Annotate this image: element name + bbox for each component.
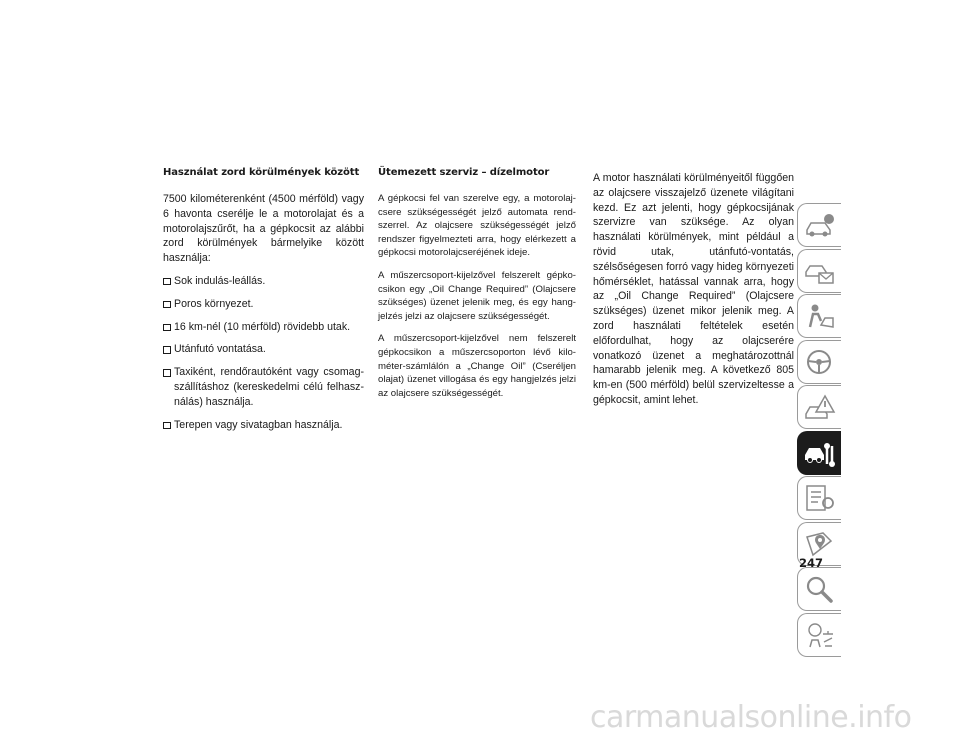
tab-technical-specs[interactable] [797,476,841,520]
paragraph: A műszercsoport-kijelzővel nem felszerelt gépkocsikon a műszercsoporton lévő kilométer-számlálón a „Change Oil” (Cseréljen olajat) üzenet villogása és egy hangjelzés jelzi az olajcsere szükségességét. [378,333,576,399]
paragraph: A gépkocsi fel van szerelve egy, a motorolajcsere szükségességét jelző automata rendszerrel. Az olajcsere szükségességét jelző rendszer figyelmezteti arra, hogy elérkezett a gépkocsi motorolajcseréjének ideje. [378,193,576,259]
list-item: 16 km-nél (10 mérföld) rövidebb utak. [163,320,364,335]
list-item: Utánfutó vontatása. [163,342,364,357]
car-mail-icon [803,256,837,286]
paragraph: A műszercsoport-kijelzővel felszerelt gépkocsikon egy „Oil Change Required” (Olajcsere szükséges) üzenet jelenik meg, és egy hangjelzés jelzi az olajcsere szükségességét. [378,269,576,322]
chapter-tabs [797,203,841,658]
tab-vehicle-info[interactable] [797,203,841,247]
spec-list-icon [803,483,837,513]
heading-scheduled-service: Ütemezett szerviz – dízelmotor [378,167,550,178]
heading-severe-conditions: Használat zord körülmények között [163,167,360,178]
tab-index[interactable] [797,567,841,611]
car-info-icon [803,210,837,240]
tab-driving[interactable] [797,340,841,384]
checkbox-bullet-icon [163,324,171,332]
list-item: Poros környezet. [163,297,364,312]
column-severe-conditions [163,166,364,440]
tab-customer-assistance[interactable] [797,613,841,657]
list-item: Sok indulás-leállás. [163,274,364,289]
checkbox-bullet-icon [163,301,171,309]
paragraph: A motor használati körülményeitől függően az olajcsere visszajelző üzenete világítani kezd. Ez azt jelenti, hogy gépkocsijának szervizre van szüksége. Az olyan használati körülmények, mint például a rövid utak, utánfutó-vontatás, szélsőségesen forró vagy hideg környezeti hőmérséklet, hatással vannak arra, hogy az „Oil Change Required” (Olajcsere szükséges) üzenet mikor jelenik meg. A zord használati feltételek esetén előfordulhat, hogy az olajcserére vonatkozó üzenet a meghatározottnál hamarabb jelenik meg. A következő 805 km-en (500 mérföld) belül szervizeltesse a gépkocsit, amint lehet. [593,172,794,406]
tab-getting-to-know[interactable] [797,249,841,293]
watermark: carmanualsonline.info [590,700,912,735]
tab-servicing[interactable] [797,431,841,475]
checkbox-bullet-icon [163,278,171,286]
tab-emergency[interactable] [797,385,841,429]
language-icon [803,620,837,650]
page-number: 247 [798,556,823,570]
list-item: Terepen vagy sivatagban használja. [163,418,364,433]
car-wrench-icon [803,438,837,468]
list-item: Taxiként, rendőrautóként vagy csomagszállításhoz (kereskedelmi célú felhasználás) használja. [163,365,364,409]
column-scheduled-service [378,166,576,409]
map-pin-icon [803,529,837,559]
intro-paragraph: 7500 kilométerenként (4500 mérföld) vagy 6 havonta cserélje le a motorolajat és a motorolajszűrőt, ha a gépkocsit az alábbi zord körülmények bármelyike között használja: [163,193,364,265]
car-warning-icon [803,392,837,422]
checkbox-bullet-icon [163,369,171,377]
checkbox-bullet-icon [163,422,171,430]
tab-safety[interactable] [797,294,841,338]
column-oil-indicator [593,171,794,416]
conditions-list [163,274,364,432]
person-car-icon [803,301,837,331]
checkbox-bullet-icon [163,346,171,354]
steering-wheel-icon [803,347,837,377]
magnifier-icon [803,574,837,604]
